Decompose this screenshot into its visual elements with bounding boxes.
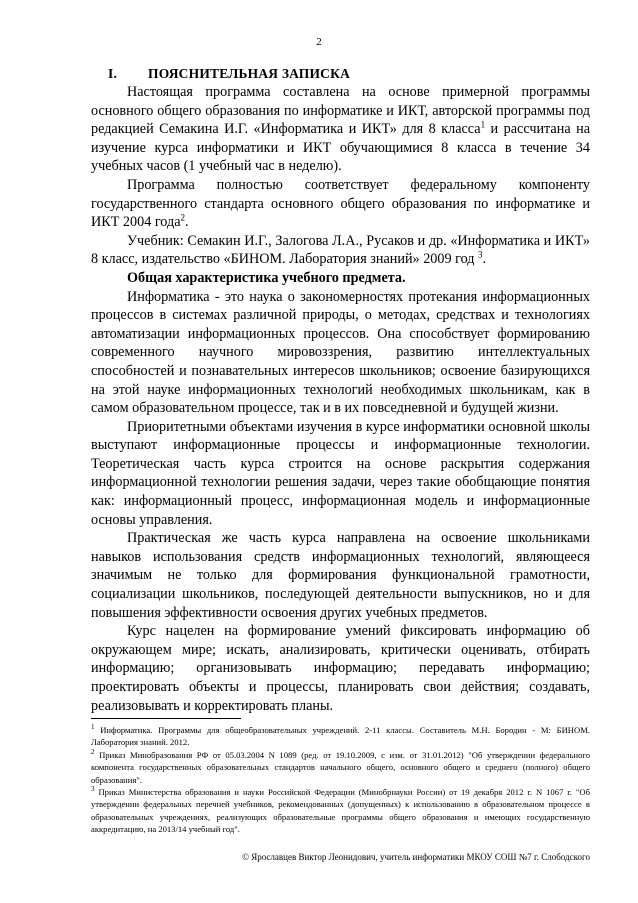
footnote-mark: 3 (91, 785, 95, 794)
section-heading (108, 66, 350, 82)
section-number: I. (108, 66, 118, 81)
paragraph-text: Настоящая программа составлена на основе примерной программы основного общего образования по информатике и ИКТ, авторской программы под редакцией Семакина И.Г. «Информатика и ИКТ» для 8 класса (91, 84, 590, 138)
paragraph-text: Учебник: Семакин И.Г., Залогова Л.А., Русаков и др. «Информатика и ИКТ» 8 класс, издательство «БИНОМ. Лаборатория знаний» 2009 год (91, 232, 590, 268)
footnote-text: Приказ Министерства образования и науки Российской Федерации (Минобрнауки России) от 19 декабря 2012 г. N 1067 г. "Об утверждении федеральных перечней учебников, рекомендованных (допущенных) к использованию в образовательном процессе в образовательных учреждениях, реализующих образовательные программы общего образования и имеющих государственную аккредитацию, на 2013/14 учебный год". (91, 787, 590, 835)
paragraph: Информатика - это наука о закономерностях протекания информационных процессов в системах различной природы, о методах, средствах и технологиях автоматизации информационных процессов. Она способствует формированию современного научного мировоззрения, развитию интеллектуальных способностей и познавательных интересов школьников; освоение базирующихся на этой науке информационных технологий необходимых школьникам, как в самом образовательном процессе, так и в их повседневной и будущей жизни. (91, 288, 590, 417)
footnote-text: Информатика. Программы для общеобразовательных учреждений. 2-11 классы. Составитель М.Н. Бородин - М: БИНОМ. Лаборатория знаний. 2012. (91, 725, 590, 748)
footnote-divider (91, 718, 241, 719)
paragraph-text: Программа полностью соответствует федеральному компоненту государственного стандарта основного общего образования по информатике и ИКТ 2004 года (91, 176, 590, 231)
footnotes (91, 724, 590, 836)
paragraph (91, 176, 590, 232)
paragraph: Курс нацелен на формирование умений фиксировать информацию об окружающем мире; искать, анализировать, критически оценивать, отбирать информацию; организовывать информацию; передавать информацию; проектировать объекты и процессы, планировать свои действия; создавать, реализовывать и корректировать планы. (91, 623, 590, 714)
paragraph-text: . (482, 251, 487, 268)
paragraph-text: . (185, 214, 189, 231)
footnote (91, 786, 590, 836)
paragraph (91, 232, 590, 269)
footnote-mark: 2 (91, 747, 95, 756)
footnote-ref[interactable]: 3 (478, 249, 483, 260)
page-footer: © Ярославцев Виктор Леонидович, учитель информатики МКОУ СОШ №7 г. Слободского (242, 852, 590, 862)
paragraph-text: и рассчитана на изучение курса информатики и ИКТ обучающимися 8 класса в течение 34 учебных часов (1 учебный час в неделю). (91, 121, 590, 175)
footnote-text: Приказ Минобразования РФ от 05.03.2004 N 1089 (ред. от 19.10.2009, с изм. от 31.01.2012) "Об утверждении федерального компонента государственных образовательных стандартов начального общего, основного общего и среднего (полного) общего образования". (91, 749, 590, 785)
section-title: ПОЯСНИТЕЛЬНАЯ ЗАПИСКА (148, 66, 351, 81)
paragraph: Практическая же часть курса направлена на освоение школьниками навыков использования средств информационных технологий, являющееся значимым не только для формирования функциональной грамотности, социализации школьников, последующей деятельности выпускников, но и для повышения эффективности освоения других учебных предметов. (91, 530, 590, 621)
paragraph: Приоритетными объектами изучения в курсе информатики основной школы выступают информационные процессы и информационные технологии. Теоретическая часть курса строится на основе раскрытия содержания информационной технологии решения задачи, через такие обобщающие понятия как: информационный процесс, информационная модель и информационные основы управления. (91, 418, 590, 528)
footnote-ref[interactable]: 1 (480, 119, 486, 130)
footnote (91, 749, 590, 786)
page-number: 2 (316, 36, 322, 48)
footnote (91, 724, 590, 749)
footnote-mark: 1 (91, 723, 95, 732)
paragraph (91, 83, 590, 176)
document-body (91, 83, 590, 715)
footnote-ref[interactable]: 2 (180, 212, 186, 223)
subheading: Общая характеристика учебного предмета. (127, 269, 406, 286)
